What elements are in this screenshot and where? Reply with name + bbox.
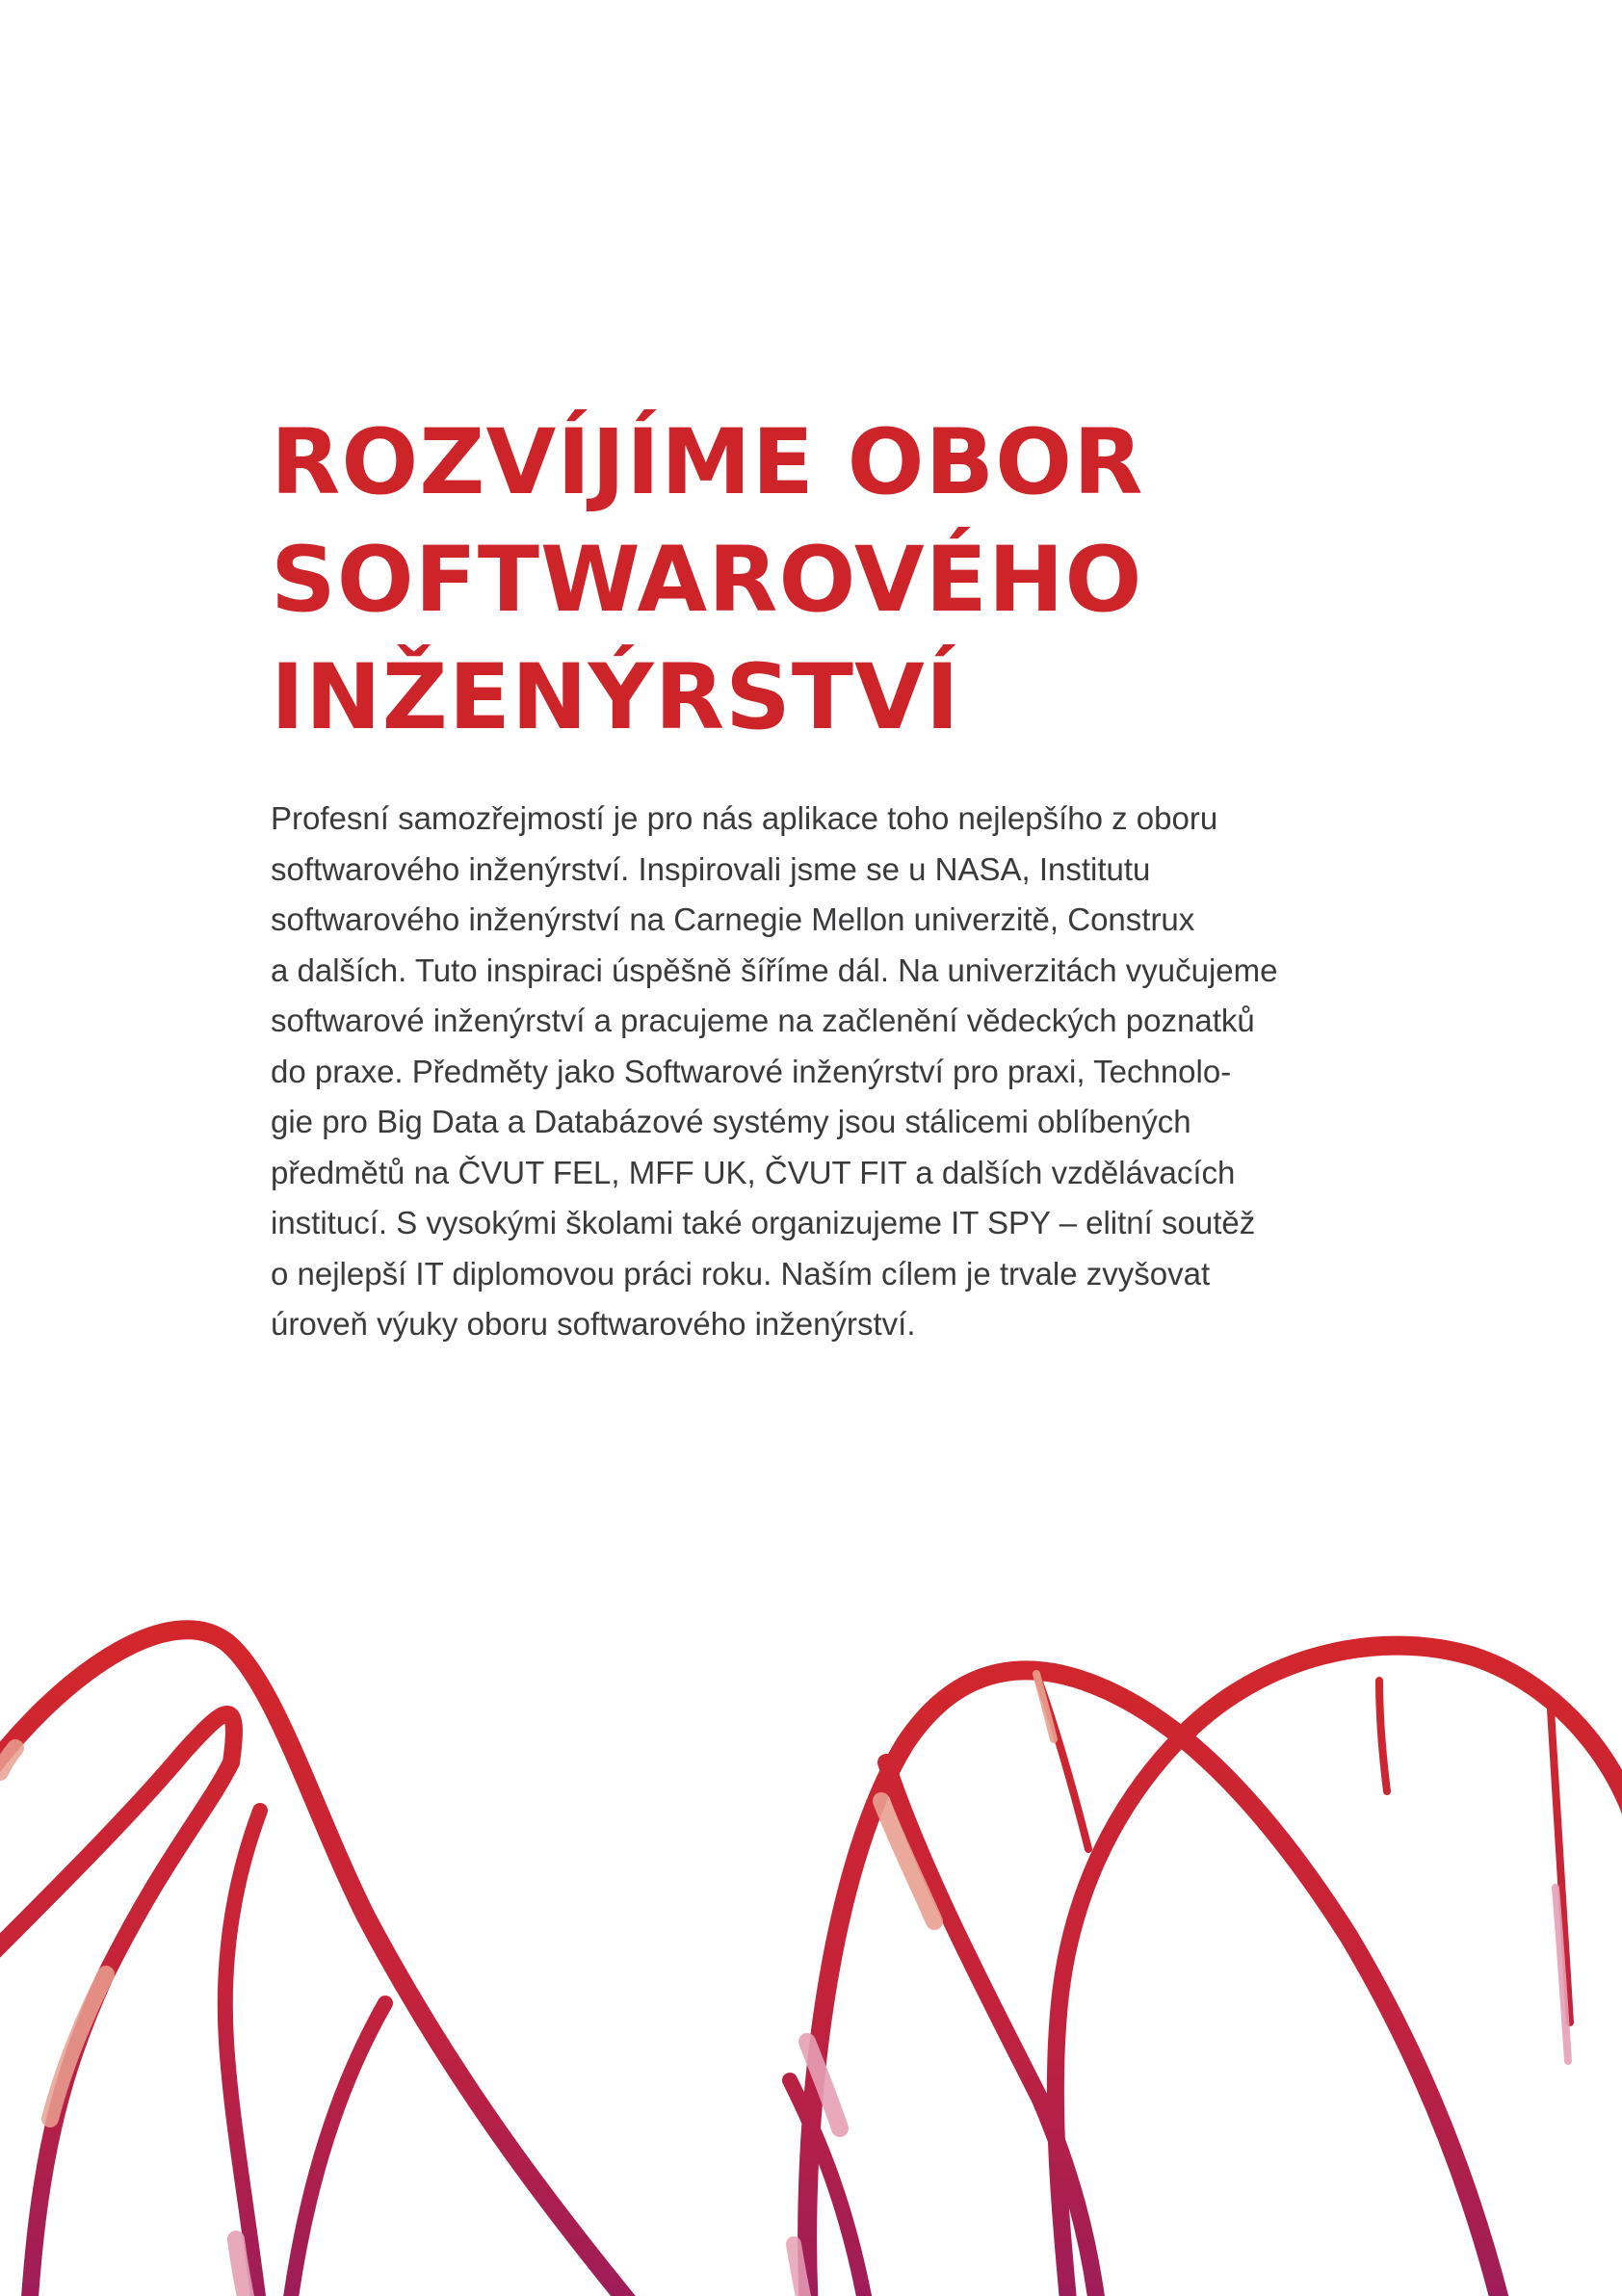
body-line-9: institucí. S vysokými školami také organizujeme IT SPY – elitní soutěž	[271, 1205, 1256, 1240]
body-paragraph	[271, 794, 1378, 1350]
left-helix	[0, 1630, 636, 2296]
left-helix-small-strand	[289, 2003, 385, 2296]
right-helix-highlights	[794, 1674, 1568, 2296]
body-line-7: gie pro Big Data a Databázové systémy jsou stálicemi oblíbených	[271, 1104, 1191, 1139]
body-line-11: úroveň výuky oboru softwarového inženýrství.	[271, 1306, 916, 1342]
left-helix-inner-strand	[0, 1714, 234, 2296]
dna-helix-illustration	[0, 1599, 1622, 2296]
body-line-2: softwarového inženýrství. Inspirovali jsme se u NASA, Institutu	[271, 850, 1151, 887]
right-helix-rung-2	[1379, 1681, 1387, 1791]
main-content	[271, 404, 1378, 1350]
right-helix	[790, 1646, 1622, 2296]
left-helix-highlight-2	[0, 1748, 15, 1772]
body-line-4: a dalších. Tuto inspiraci úspěšně šíříme dál. Na univerzitách vyučujeme	[271, 952, 1278, 988]
left-helix-lower-strand	[225, 1811, 260, 2296]
body-line-6: do praxe. Předměty jako Softwarové inženýrství pro praxi, Technolo-	[271, 1053, 1232, 1089]
left-helix-highlight-1	[50, 1974, 106, 2119]
body-line-5: softwarové inženýrství a pracujeme na začlenění vědeckých poznatků	[271, 1003, 1255, 1038]
headline-line-1: ROZVÍJÍME OBOR	[271, 410, 1144, 515]
body-line-3: softwarového inženýrství na Carnegie Mellon univerzitě, Construx	[271, 901, 1195, 937]
body-line-8: předmětů na ČVUT FEL, MFF UK, ČVUT FIT a dalších vzdělávacích	[271, 1154, 1236, 1190]
body-line-1: Profesní samozřejmostí je pro nás aplikace toho nejlepšího z oboru	[271, 800, 1218, 836]
page-headline	[271, 404, 1378, 757]
headline-line-3: INŽENÝRSTVÍ	[271, 645, 960, 750]
body-line-10: o nejlepší IT diplomovou práci roku. Naším cílem je trvale zvyšovat	[271, 1255, 1211, 1292]
headline-line-2: SOFTWAROVÉHO	[271, 528, 1143, 633]
left-helix-highlight-3	[236, 2239, 247, 2296]
